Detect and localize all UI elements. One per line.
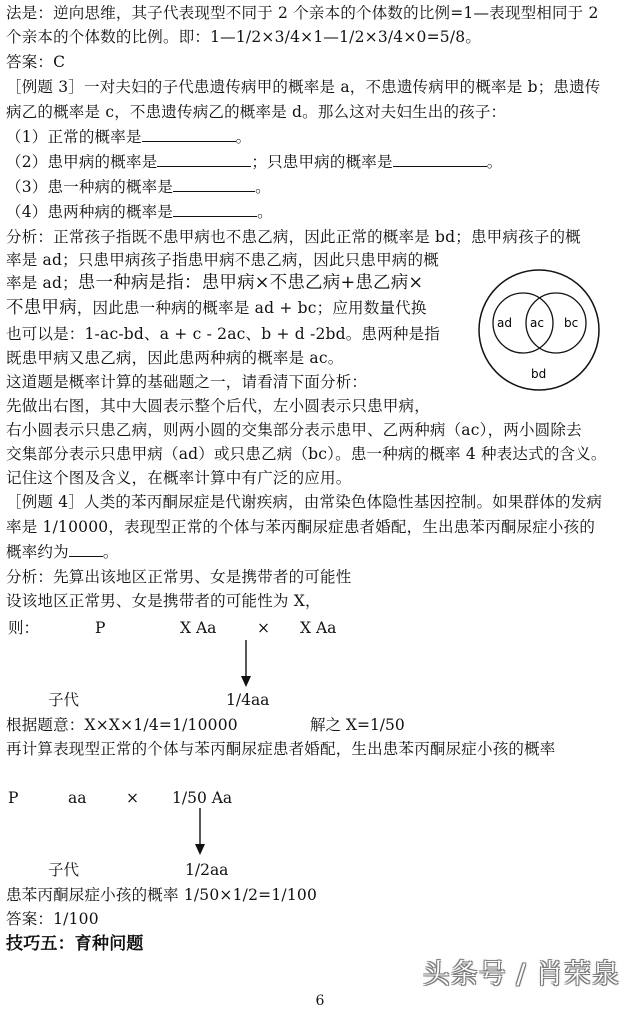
section-heading: 技巧五：育种问题: [6, 934, 144, 954]
question-4-text: （4）患两种病的概率是: [6, 203, 174, 221]
analysis-line: 率是 ad；只患甲病孩子指患甲病不患乙病，因此只患甲病的概: [6, 251, 439, 269]
text-line: 患苯丙酮尿症小孩的概率 1/50×1/2=1/100: [6, 886, 318, 904]
analysis-text-large: 不患甲病: [6, 298, 77, 318]
analysis-line: 设该地区正常男、女是携带者的可能性为 X，: [6, 592, 321, 610]
text-line: 先做出右图，其中大圆表示整个后代，左小圆表示只患甲病，: [6, 397, 430, 415]
down-arrow-icon: [192, 808, 208, 856]
analysis-text-large: 患一种病是指：患甲病×不患乙病+患乙病×: [77, 273, 424, 293]
text-line: 病乙的概率是 c，不患遗传病乙的概率是 d。那么这对夫妇生出的孩子：: [6, 103, 507, 121]
text-line: 个亲本的个体数的比例。即：1—1/2×3/4×1—1/2×3/4×0=5/8。: [6, 28, 482, 46]
calc-solution: 解之 X=1/50: [310, 716, 405, 734]
text-line: 率是 1/10000，表现型正常的个体与苯丙酮尿症患者婚配，生出患苯丙酮尿症小孩的: [6, 518, 596, 536]
cross2-p: P: [8, 789, 19, 807]
cross1-offspring-label: 子代: [48, 691, 80, 709]
analysis-line: [6, 272, 423, 294]
cross2-offspring-label: 子代: [48, 861, 80, 879]
example-4-heading: ［例题 4］人类的苯丙酮尿症是代谢疾病，由常染色体隐性基因控制。如果群体的发病: [6, 493, 603, 511]
question-2-text: （2）患甲病的概率是: [6, 153, 158, 171]
question-3: （3）患一种病的概率是 。: [6, 178, 271, 196]
analysis-line: 分析：先算出该地区正常男、女是携带者的可能性: [6, 568, 352, 586]
venn-label-middle: ac: [530, 316, 544, 330]
text-line: 法是：逆向思维，其子代表现型不同于 2 个亲本的个体数的比例=1—表现型相同于 2: [6, 4, 599, 22]
answer-blank: [173, 176, 255, 192]
cross2-times: ×: [126, 789, 139, 807]
cross1-label: 则：: [8, 619, 40, 637]
cross2-parent1: aa: [68, 789, 87, 807]
answer-line: 答案：C: [6, 53, 66, 71]
cross1-offspring: 1/4aa: [226, 691, 270, 709]
text-line: 这道题是概率计算的基础题之一，请看清下面分析：: [6, 373, 368, 391]
analysis-line: 也可以是：1-ac-bd、a + c - 2ac、b + d -2bd。患两种是指: [6, 325, 440, 343]
question-text: 概率约为: [6, 543, 69, 561]
answer-blank: [157, 151, 251, 167]
analysis-text: ，因此患一种病的概率是 ad + bc；应用数量代换: [76, 299, 427, 317]
question-4: （4）患两种病的概率是 。: [6, 203, 273, 221]
cross1-times: ×: [257, 619, 270, 637]
watermark: 头条号 / 肖荣泉: [422, 959, 620, 990]
venn-label-right: bc: [564, 316, 579, 330]
analysis-line: 分析：正常孩子指既不患甲病也不患乙病，因此正常的概率是 bd；患甲病孩子的概: [6, 228, 581, 246]
question-2: （2）患甲病的概率是 ；只患甲病的概率是 。: [6, 153, 503, 171]
text-line: 交集部分表示只患甲病（ad）或只患乙病（bc）。患一种病的概率 4 种表达式的含义。: [6, 445, 607, 463]
question-line: [6, 541, 119, 563]
venn-diagram: [468, 268, 610, 393]
cross2-offspring: 1/2aa: [185, 861, 229, 879]
analysis-text: 率是 ad；: [6, 274, 78, 292]
cross1-parent2: X Aa: [300, 619, 337, 637]
answer-blank: [69, 541, 103, 557]
punctuation: 。: [102, 543, 119, 561]
answer-line: 答案：1/100: [6, 910, 99, 928]
question-1: （1）正常的概率是 。: [6, 128, 252, 146]
text-line: 再计算表现型正常的个体与苯丙酮尿症患者婚配，生出患苯丙酮尿症小孩的概率: [6, 740, 556, 758]
text-line: 记住这个图及含义，在概率计算中有广泛的应用。: [6, 469, 352, 487]
question-2-text-b: ；只患甲病的概率是: [251, 153, 393, 171]
calc-text: 根据题意：X×X×1/4=1/10000: [6, 716, 238, 734]
down-arrow-icon: [238, 640, 254, 688]
calc-line: [6, 714, 238, 736]
venn-label-left: ad: [497, 316, 512, 330]
answer-blank: [393, 151, 487, 167]
cross1-parent1: X Aa: [180, 619, 217, 637]
text-line: 右小圆表示只患乙病，则两小圆的交集部分表示患甲、乙两种病（ac），两小圆除去: [6, 421, 582, 439]
question-3-text: （3）患一种病的概率是: [6, 178, 174, 196]
page-number: 6: [315, 993, 325, 1009]
analysis-line: [6, 297, 427, 319]
cross2-parent2: 1/50 Aa: [172, 789, 233, 807]
question-1-text: （1）正常的概率是: [6, 128, 142, 146]
example-3-heading: ［例题 3］一对夫妇的子代患遗传病甲的概率是 a，不患遗传病甲的概率是 b；患遗传: [6, 78, 601, 96]
cross1-p: P: [95, 619, 106, 637]
venn-label-outer: bd: [531, 367, 547, 381]
analysis-line: 既患甲病又患乙病，因此患两种病的概率是 ac。: [6, 349, 344, 367]
answer-blank: [173, 201, 257, 217]
answer-blank: [142, 126, 236, 142]
